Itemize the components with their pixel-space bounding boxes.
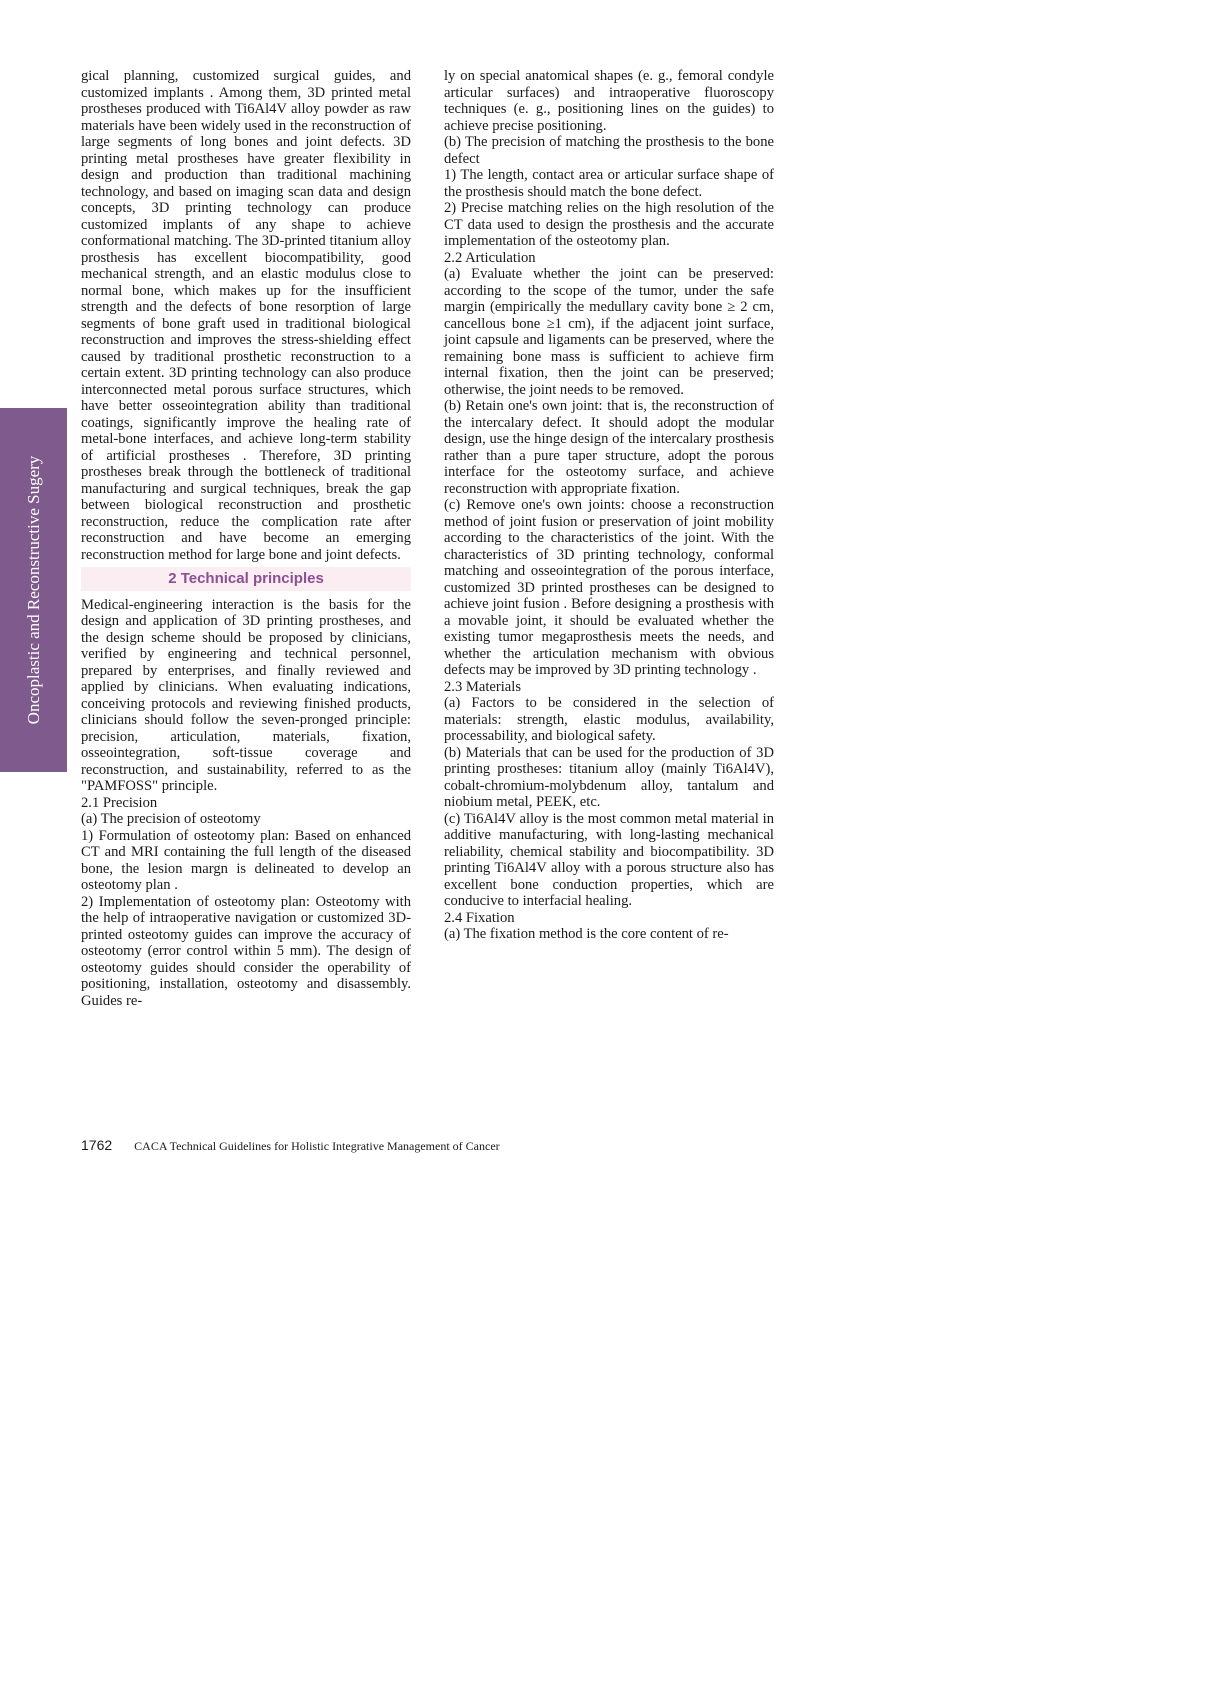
left-column (81, 68, 411, 1009)
paragraph: (b) Retain one's own joint: that is, the reconstruction of the intercalary defect. It should adopt the modular design, use the hinge design of the intercalary prosthesis rather than a pure taper structure, adopt the porous interface for the osteotomy surface, and achieve reconstruction with appropriate fixation. (444, 398, 774, 497)
section-heading: 2 Technical principles (81, 567, 411, 591)
subsection-heading: 2.1 Precision (81, 794, 158, 811)
paragraph: (b) Materials that can be used for the production of 3D printing prostheses: titanium alloy (mainly Ti6Al4V), cobalt-chromium-molybdenum alloy, tantalum and niobium metal, PEEK, etc. (444, 744, 774, 810)
paragraph: 1) The length, contact area or articular surface shape of the prosthesis should match the bone defect. (444, 167, 774, 200)
page-number: 1762 (81, 1137, 113, 1153)
paragraph: (a) The precision of osteotomy (81, 811, 261, 827)
paragraph: (a) The fixation method is the core content of re- (444, 926, 729, 942)
side-tab-label: Oncoplastic and Reconstructive Sugery (23, 455, 43, 725)
paragraph: (b) The precision of matching the prosthesis to the bone defect (444, 134, 774, 167)
journal-title: CACA Technical Guidelines for Holistic Integrative Management of Cancer (134, 1139, 500, 1153)
paragraph: (c) Ti6Al4V alloy is the most common metal material in additive manufacturing, with long-lasting mechanical reliability, chemical stability and biocompatibility. 3D printing Ti6Al4V alloy with a porous structure also has excellent bone conduction properties, which are conducive to interfacial healing. (444, 810, 774, 909)
subsection-heading: 2.2 Articulation (444, 249, 536, 266)
paragraph: (a) Evaluate whether the joint can be preserved: according to the scope of the tumor, under the safe margin (empirically the medullary cavity bone ≥ 2 cm, cancellous bone ≥1 cm), if the adjacent joint surface, joint capsule and ligaments can be preserved, where the remaining bone mass is sufficient to achieve firm internal fixation, then the joint can be preserved; otherwise, the joint needs to be removed. (444, 266, 774, 398)
paragraph: (a) Factors to be considered in the selection of materials: strength, elastic modulus, availability, processability, and biological safety. (444, 695, 774, 744)
subsection-heading: 2.4 Fixation (444, 909, 515, 926)
paragraph: (c) Remove one's own joints: choose a reconstruction method of joint fusion or preservation of joint mobility according to the characteristics of the joint. With the characteristics of 3D printing technology, conformal matching and osseointegration of the porous interface, customized 3D printed prostheses can be designed to achieve joint fusion . Before designing a prosthesis with a movable joint, it should be evaluated whether the existing tumor megaprosthesis meets the needs, and whether the articulation mechanism with obvious defects may be improved by 3D printing technology . (444, 497, 774, 678)
paragraph: gical planning, customized surgical guides, and customized implants . Among them, 3D printed metal prostheses produced with Ti6Al4V alloy powder as raw materials have been widely used in the reconstruction of large segments of long bones and joint defects. 3D printing metal prostheses have greater flexibility in design and production than traditional machining technology, and based on imaging scan data and design concepts, 3D printing technology can produce customized implants of any shape to achieve conformational matching. The 3D-printed titanium alloy prosthesis has excellent biocompatibility, good mechanical strength, and an elastic modulus close to normal bone, which makes up for the insufficient strength and the defects of bone resorption of large segments of bone graft used in traditional biological reconstruction and improves the stress-shielding effect caused by traditional prosthetic reconstruction to a certain extent. 3D printing technology can also produce interconnected metal porous surface structures, which have better osseointegration ability than traditional coatings, significantly improve the healing rate of metal-bone interfaces, and achieve long-term stability of artificial prostheses . Therefore, 3D printing prostheses break through the bottleneck of traditional manufacturing and surgical techniques, break the gap between biological reconstruction and prosthetic reconstruction, reduce the complication rate after reconstruction and have become an emerging reconstruction method for large bone and joint defects. (81, 68, 411, 563)
paragraph: 2) Precise matching relies on the high resolution of the CT data used to design the prosthesis and the accurate implementation of the osteotomy plan. (444, 200, 774, 249)
paragraph: 1) Formulation of osteotomy plan: Based on enhanced CT and MRI containing the full length of the diseased bone, the lesion margn is delineated to develop an osteotomy plan . (81, 827, 411, 893)
paragraph: Medical-engineering interaction is the basis for the design and application of 3D printing prostheses, and the design scheme should be proposed by clinicians, verified by engineering and technical personnel, prepared by enterprises, and finally reviewed and applied by clinicians. When evaluating indications, conceiving protocols and reviewing finished products, clinicians should follow the seven-pronged principle: precision, articulation, materials, fixation, osseointegration, soft-tissue coverage and reconstruction, and sustainability, referred to as the "PAMFOSS" principle. (81, 596, 411, 794)
section-side-tab (0, 408, 67, 772)
page-footer (81, 1137, 500, 1154)
subsection-heading: 2.3 Materials (444, 678, 522, 695)
paragraph: 2) Implementation of osteotomy plan: Osteotomy with the help of intraoperative navigation or customized 3D-printed osteotomy guides can improve the accuracy of osteotomy (error control within 5 mm). The design of osteotomy guides should consider the operability of positioning, installation, osteotomy and disassembly. Guides re- (81, 893, 411, 1009)
paragraph: ly on special anatomical shapes (e. g., femoral condyle articular surfaces) and intraoperative fluoroscopy techniques (e. g., positioning lines on the guides) to achieve precise positioning. (444, 68, 774, 134)
right-column (444, 68, 774, 943)
